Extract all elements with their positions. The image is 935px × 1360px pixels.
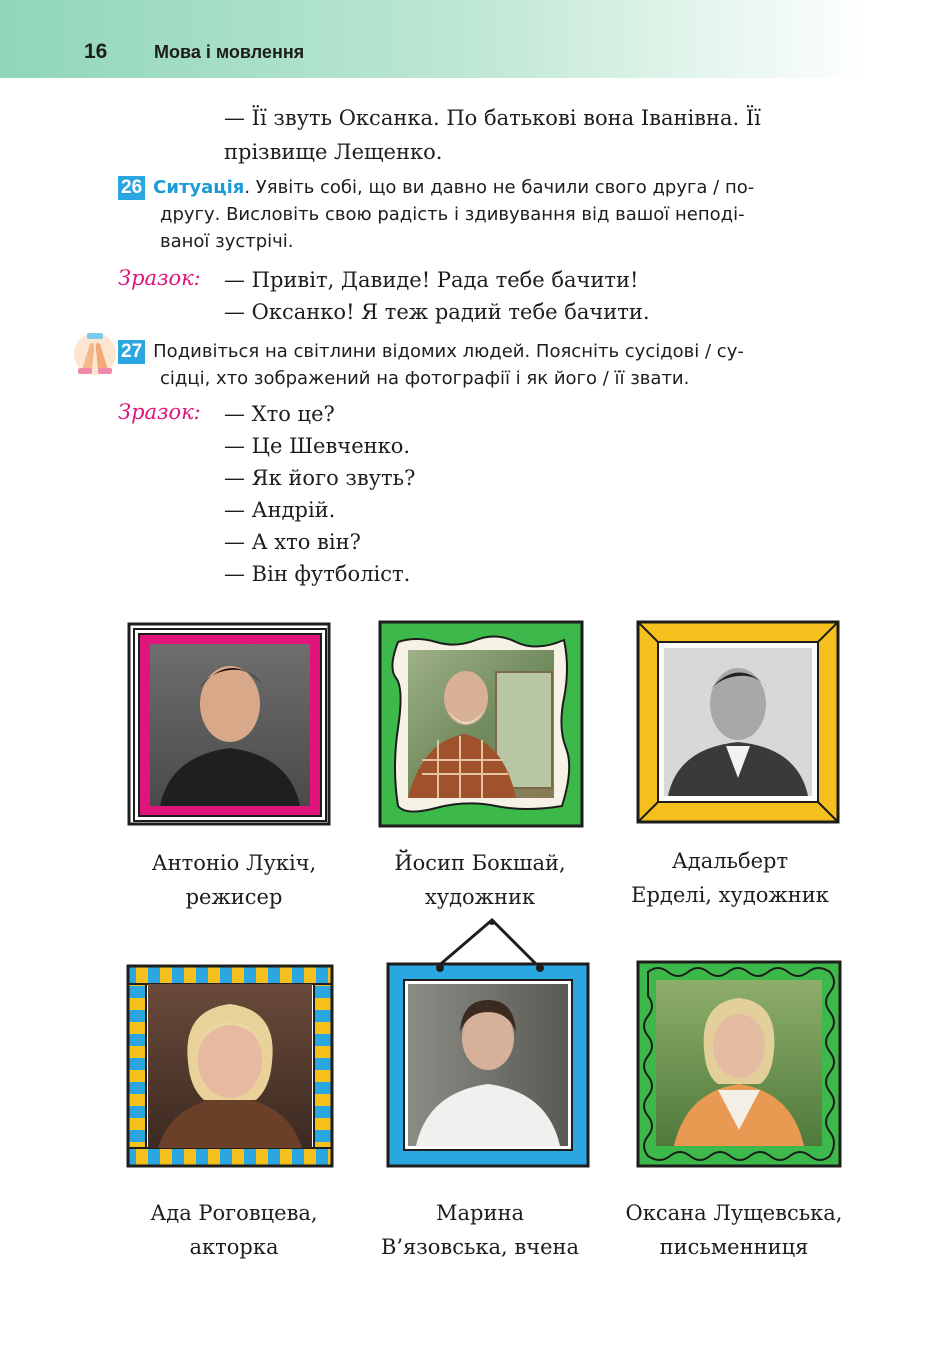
caption-viazovska-line1: Марина [436, 1201, 524, 1225]
photo-viazovska [408, 984, 568, 1146]
portrait-frame-bokshai [376, 618, 586, 830]
pair-work-hands-icon [70, 330, 120, 376]
task-27 [118, 338, 858, 392]
caption-rogovtseva-name: Ада Роговцева, [150, 1201, 318, 1225]
portrait-frame-erdeli [634, 618, 844, 828]
caption-viazovska-line2: В’язовська, вчена [380, 1235, 580, 1259]
caption-bokshai [360, 846, 600, 914]
dialog-26-line-1: — Привіт, Давиде! Рада тебе бачити! [224, 268, 639, 292]
portrait-frame-viazovska [384, 914, 594, 1172]
photo-lushchevska [656, 980, 822, 1146]
task-26 [118, 174, 858, 255]
task-26-text-3: ваної зустрічі. [160, 231, 294, 252]
caption-lushchevska-role: письменниця [659, 1235, 809, 1259]
caption-rogovtseva-role: акторка [189, 1235, 279, 1259]
header-band [0, 0, 870, 78]
intro-line-1: — Її звуть Оксанка. По батькові вона Іванівна. Її [224, 106, 761, 130]
photo-erdeli [664, 648, 812, 796]
sample-label-26: Зразок: [118, 266, 201, 290]
section-title: Мова і мовлення [154, 42, 305, 62]
dialog-27-line-1: — Хто це? [224, 402, 335, 426]
caption-bokshai-role: художник [424, 885, 536, 909]
page-number: 16 [84, 40, 108, 63]
photo-bokshai [408, 650, 554, 798]
task-26-text-2: другу. Висловіть свою радість і здивування від вашої неподі- [160, 204, 745, 225]
caption-rogovtseva [114, 1196, 354, 1264]
task-number-26: 26 [118, 176, 145, 200]
task-number-27: 27 [118, 340, 145, 364]
dialog-27-line-6: — Він футболіст. [224, 562, 411, 586]
portrait-frame-lushchevska [634, 958, 844, 1170]
task-27-text-2: сідці, хто зображений на фотографії і як його / її звати. [160, 368, 690, 389]
caption-lushchevska [614, 1196, 854, 1264]
caption-viazovska [360, 1196, 600, 1264]
caption-erdeli [610, 844, 850, 912]
caption-lukich-name: Антоніо Лукіч, [151, 851, 317, 875]
task-26-text-1: . Уявіть собі, що ви давно не бачили свого друга / по- [244, 177, 755, 198]
dialog-27-line-2: — Це Шевченко. [224, 434, 411, 458]
caption-erdeli-line1: Адальберт [671, 849, 789, 873]
intro-line-2: прізвище Лещенко. [224, 140, 443, 164]
dialog-27-line-4: — Андрій. [224, 498, 336, 522]
caption-lukich [114, 846, 354, 914]
photo-lukich [150, 644, 310, 806]
dialog-27-line-5: — А хто він? [224, 530, 361, 554]
task-27-text-1: Подивіться на світлини відомих людей. Поясніть сусідові / су- [153, 341, 744, 362]
caption-bokshai-name: Йосип Бокшай, [394, 851, 566, 875]
portrait-frame-rogovtseva [124, 962, 336, 1172]
dialog-26-line-2: — Оксанко! Я теж радий тебе бачити. [224, 300, 650, 324]
dialog-27-line-3: — Як його звуть? [224, 466, 416, 490]
portrait-frame-lukich [126, 620, 334, 830]
caption-lukich-role: режисер [185, 885, 283, 909]
photo-rogovtseva [148, 984, 312, 1148]
sample-label-27: Зразок: [118, 400, 201, 424]
task-26-keyword: Ситуація [153, 177, 245, 198]
caption-erdeli-line2: Ерделі, художник [631, 883, 829, 907]
caption-lushchevska-name: Оксана Лущевська, [625, 1201, 843, 1225]
